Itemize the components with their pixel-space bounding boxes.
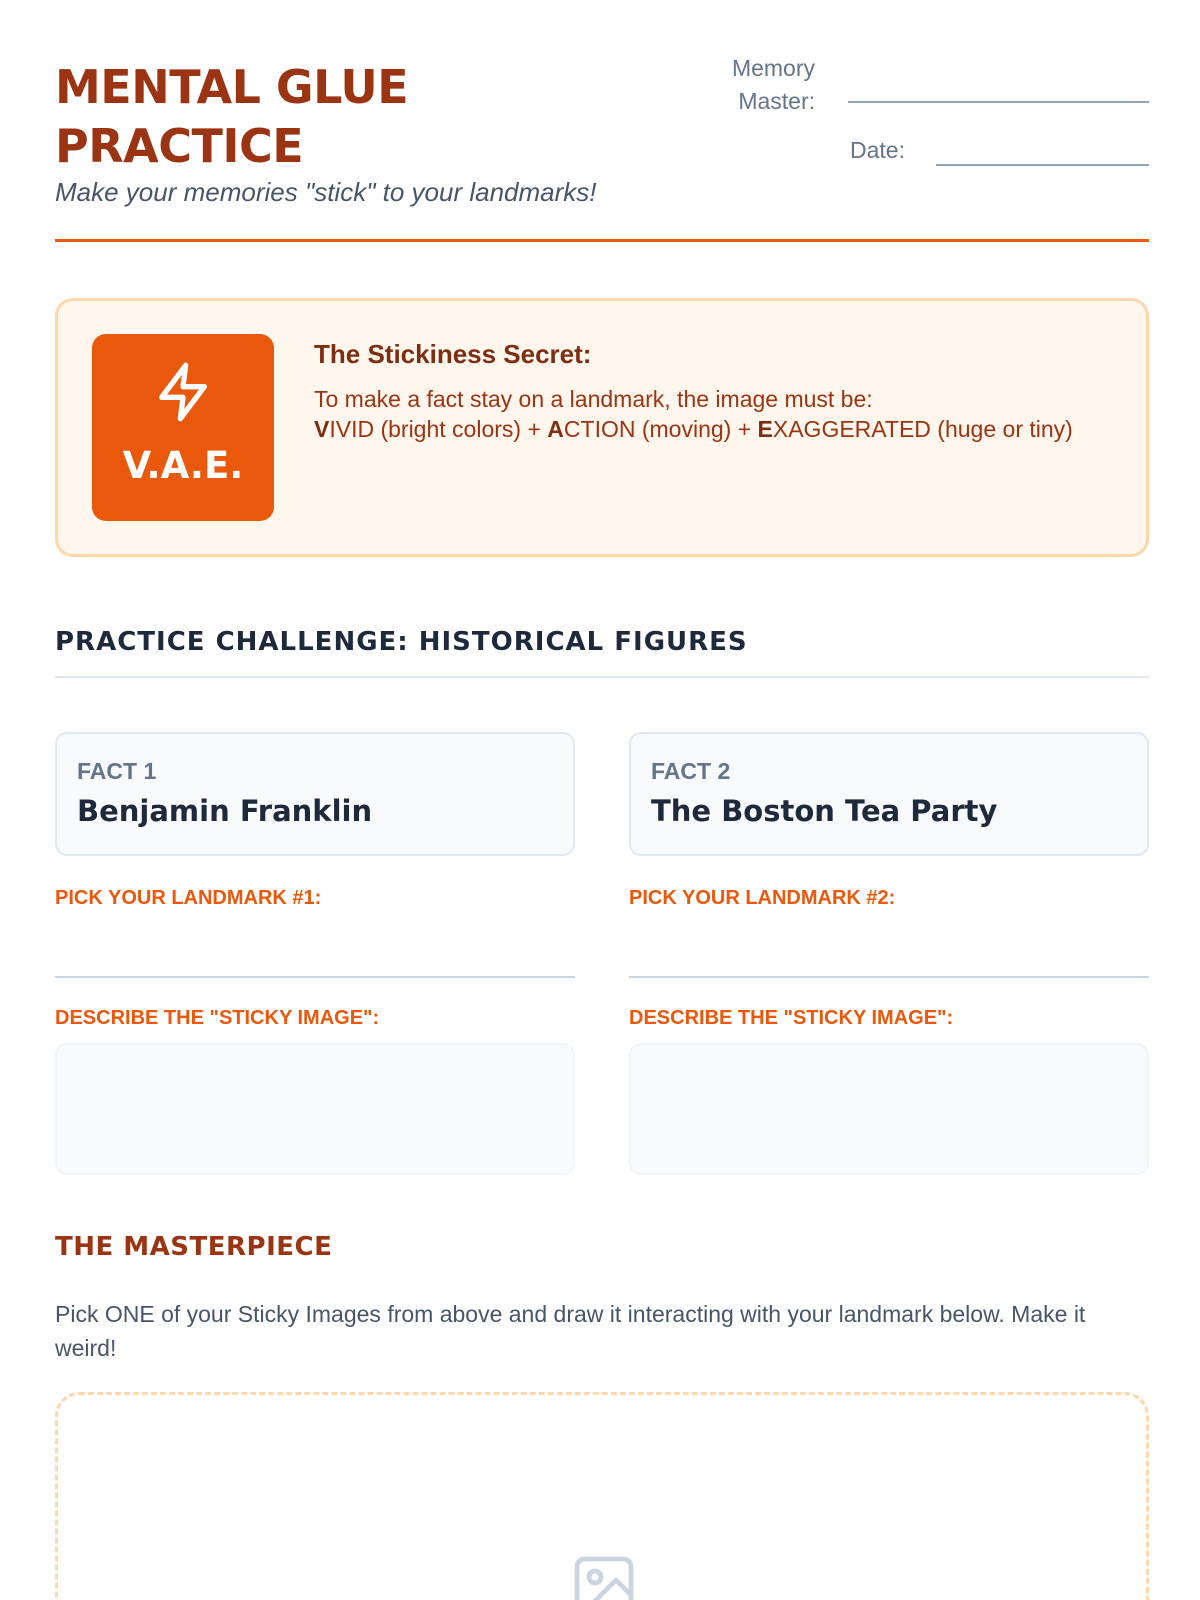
memory-label-line-2: Master: bbox=[738, 88, 815, 114]
fact-1-name: Benjamin Franklin bbox=[77, 794, 373, 828]
secret-title: The Stickiness Secret: bbox=[314, 339, 592, 369]
fact-2-name: The Boston Tea Party bbox=[651, 794, 998, 828]
memory-master-label bbox=[695, 52, 815, 118]
landmark-2-label: PICK YOUR LANDMARK #2: bbox=[629, 887, 896, 909]
lightning-bolt-icon bbox=[151, 360, 215, 424]
fact-2-label: FACT 2 bbox=[651, 758, 731, 784]
title-line-2: PRACTICE bbox=[55, 119, 304, 173]
practice-challenge-heading: PRACTICE CHALLENGE: HISTORICAL FIGURES bbox=[55, 627, 748, 657]
exaggerated-text: XAGGERATED (huge or tiny) bbox=[772, 416, 1073, 442]
vivid-letter: V bbox=[314, 416, 330, 442]
title-line-1: MENTAL GLUE bbox=[55, 60, 409, 114]
vae-badge-text: V.A.E. bbox=[122, 444, 244, 487]
exaggerated-letter: E bbox=[757, 416, 773, 442]
landmark-1-field[interactable] bbox=[55, 976, 575, 978]
masterpiece-heading: THE MASTERPIECE bbox=[55, 1232, 333, 1262]
secret-intro: To make a fact stay on a landmark, the image must be: bbox=[314, 386, 873, 412]
landmark-1-label: PICK YOUR LANDMARK #1: bbox=[55, 887, 322, 909]
stickiness-secret-box bbox=[55, 298, 1149, 557]
drawing-area[interactable] bbox=[55, 1392, 1149, 1600]
sticky-image-2-field[interactable] bbox=[629, 1043, 1149, 1175]
page-title bbox=[55, 58, 615, 176]
page-subtitle: Make your memories "stick" to your landmarks! bbox=[55, 177, 597, 207]
sticky-image-1-label: DESCRIBE THE "STICKY IMAGE": bbox=[55, 1007, 380, 1029]
worksheet-page bbox=[55, 0, 1149, 1600]
image-icon bbox=[568, 1550, 640, 1600]
date-label: Date: bbox=[850, 137, 905, 163]
memory-master-field[interactable] bbox=[848, 101, 1149, 103]
section-divider bbox=[55, 676, 1149, 678]
header-divider bbox=[55, 239, 1149, 242]
secret-body bbox=[314, 384, 1094, 444]
secret-formula bbox=[314, 414, 1094, 444]
vivid-text: IVID (bright colors) + bbox=[329, 416, 548, 442]
action-letter: A bbox=[547, 416, 564, 442]
fact-card-1 bbox=[55, 732, 575, 856]
masterpiece-description: Pick ONE of your Sticky Images from above and draw it interacting with your landmark below. Make it weird! bbox=[55, 1301, 1086, 1361]
date-field[interactable] bbox=[936, 164, 1149, 166]
fact-1-label: FACT 1 bbox=[77, 758, 157, 784]
memory-label-line-1: Memory bbox=[731, 55, 815, 81]
fact-card-2 bbox=[629, 732, 1149, 856]
sticky-image-1-field[interactable] bbox=[55, 1043, 575, 1175]
vae-badge bbox=[92, 334, 274, 521]
action-text: CTION (moving) + bbox=[563, 416, 758, 442]
sticky-image-2-label: DESCRIBE THE "STICKY IMAGE": bbox=[629, 1007, 954, 1029]
landmark-2-field[interactable] bbox=[629, 976, 1149, 978]
